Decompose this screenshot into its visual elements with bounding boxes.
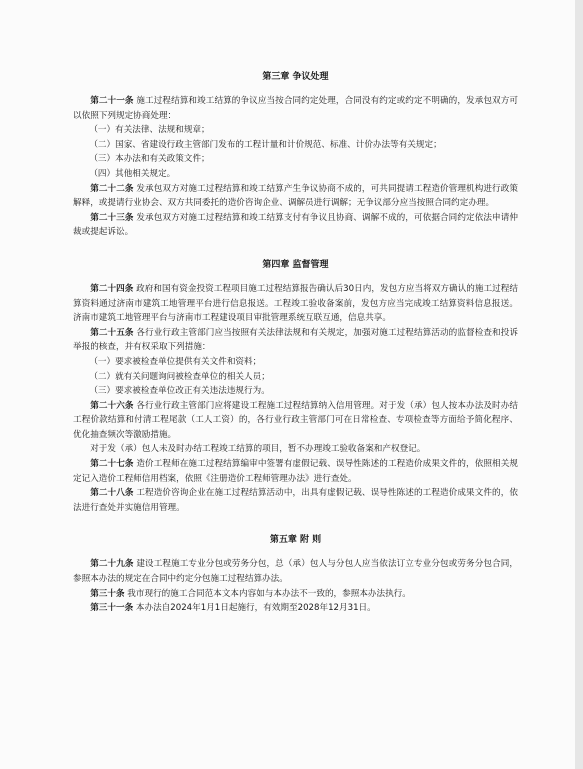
chapter-title: 第五章 附 则 (269, 535, 322, 546)
article-30 (73, 587, 518, 602)
article-text: 发承包双方对施工过程结算和竣工结算产生争议协商不成的，可共同提请工程造价管理机构进行政策解释，或提请行业协会、双方共同委托的造价咨询企业、调解员进行调解；无争议部分应当按照合同约定办理。 (73, 183, 518, 209)
list-item: （三）要求被检查单位改正有关违法违规行为。 (89, 386, 270, 397)
article-number: 第二十二条 (90, 183, 134, 194)
plain-paragraph: 对于发（承）包人未及时办结工程竣工结算的项目，暂不办理竣工验收备案和产权登记。 (90, 444, 426, 455)
article-text: 发承包双方对施工过程结算和竣工结算支付有争议且协商、调解不成的，可依据合同约定依法申请仲裁或提起诉讼。 (73, 212, 518, 238)
article-number: 第二十六条 (90, 400, 134, 411)
article-text: 造价工程师在施工过程结算编审中签署有虚假记载、误导性陈述的工程造价成果文件的，依照相关规定记入造价工程师信用档案，依照《注册造价工程师管理办法》进行查处。 (73, 459, 518, 484)
article-27 (73, 457, 518, 486)
chapter-title: 第三章 争议处理 (262, 72, 329, 82)
article-number: 第三十条 (90, 588, 125, 599)
list-item: （四）其他相关规定。 (89, 168, 176, 179)
article-29 (73, 557, 518, 586)
article-24 (73, 282, 518, 326)
article-text: 施工过程结算和竣工结算的争议应当按合同约定处理，合同没有约定或约定不明确的，发承包双方可以依照下列规定协商处理： (73, 96, 518, 121)
document-content (73, 70, 518, 616)
article-number: 第二十八条 (90, 488, 134, 499)
list-item: （二）国家、省建设行政主管部门发布的工程计量和计价规范、标准、计价办法等有关规定； (89, 139, 442, 150)
list-item: （一）要求被检查单位提供有关文件和资料； (89, 356, 262, 367)
chapter-title: 第四章 监督管理 (262, 259, 329, 270)
article-number: 第二十一条 (90, 96, 134, 106)
article-23 (73, 211, 518, 240)
article-text: 各行业行政主管部门应将建设工程施工过程结算纳入信用管理。对于发（承）包人按本办法及时办结工程价款结算和付清工程尾款（工人工资）的，各行业行政主管部门可在日常检查、专项检查等方面给予简化程序、优化抽查频次等激励措施。 (73, 400, 518, 440)
article-28 (73, 486, 518, 515)
article-text: 工程造价咨询企业在施工过程结算活动中，出具有虚假记载、误导性陈述的工程造价成果文件的，依法进行查处并实施信用管理。 (73, 488, 518, 513)
list-item: （一）有关法律、法规和规章； (89, 125, 210, 136)
article-text: 我市现行的施工合同范本文本内容如与本办法不一致的，参照本办法执行。 (124, 588, 411, 599)
article-22 (73, 182, 518, 211)
article-text: 政府和国有资金投资工程项目施工过程结算报告确认后30日内，发包方应当将双方确认的施工过程结算资料通过济南市建筑工地管理平台进行信息报送。工程竣工验收备案前，发包方应当完成竣工结算资料信息报送。济南市建筑工地管理平台与济南市工程建设项目审批管理系统互联互通，信息共享。 (73, 283, 518, 324)
article-26 (73, 399, 518, 443)
article-number: 第二十四条 (90, 283, 134, 294)
article-text: 建设工程施工专业分包或劳务分包，总（承）包人与分包人应当依法订立专业分包或劳务分包合同，参照本办法的规定在合同中约定分包施工过程结算办法。 (73, 559, 518, 585)
article-number: 第二十九条 (90, 559, 134, 570)
article-31 (73, 601, 518, 616)
article-text: 各行业行政主管部门应当按照有关法律法规和有关规定，加强对施工过程结算活动的监督检查和投诉举报的核查，并有权采取下列措施： (73, 327, 518, 353)
article-number: 第二十五条 (90, 327, 134, 338)
scrollbar[interactable] (575, 0, 583, 769)
list-item: （二）就有关问题询问被检查单位的相关人员； (89, 371, 270, 382)
article-number: 第二十三条 (90, 212, 134, 223)
article-21 (73, 94, 518, 123)
article-25 (73, 326, 518, 355)
article-number: 第三十一条 (90, 603, 134, 614)
article-text: 本办法自2024年1月1日起施行，有效期至2028年12月31日。 (133, 603, 376, 614)
list-item: （三）本办法和有关政策文件； (89, 154, 210, 165)
article-number: 第二十七条 (90, 459, 134, 470)
